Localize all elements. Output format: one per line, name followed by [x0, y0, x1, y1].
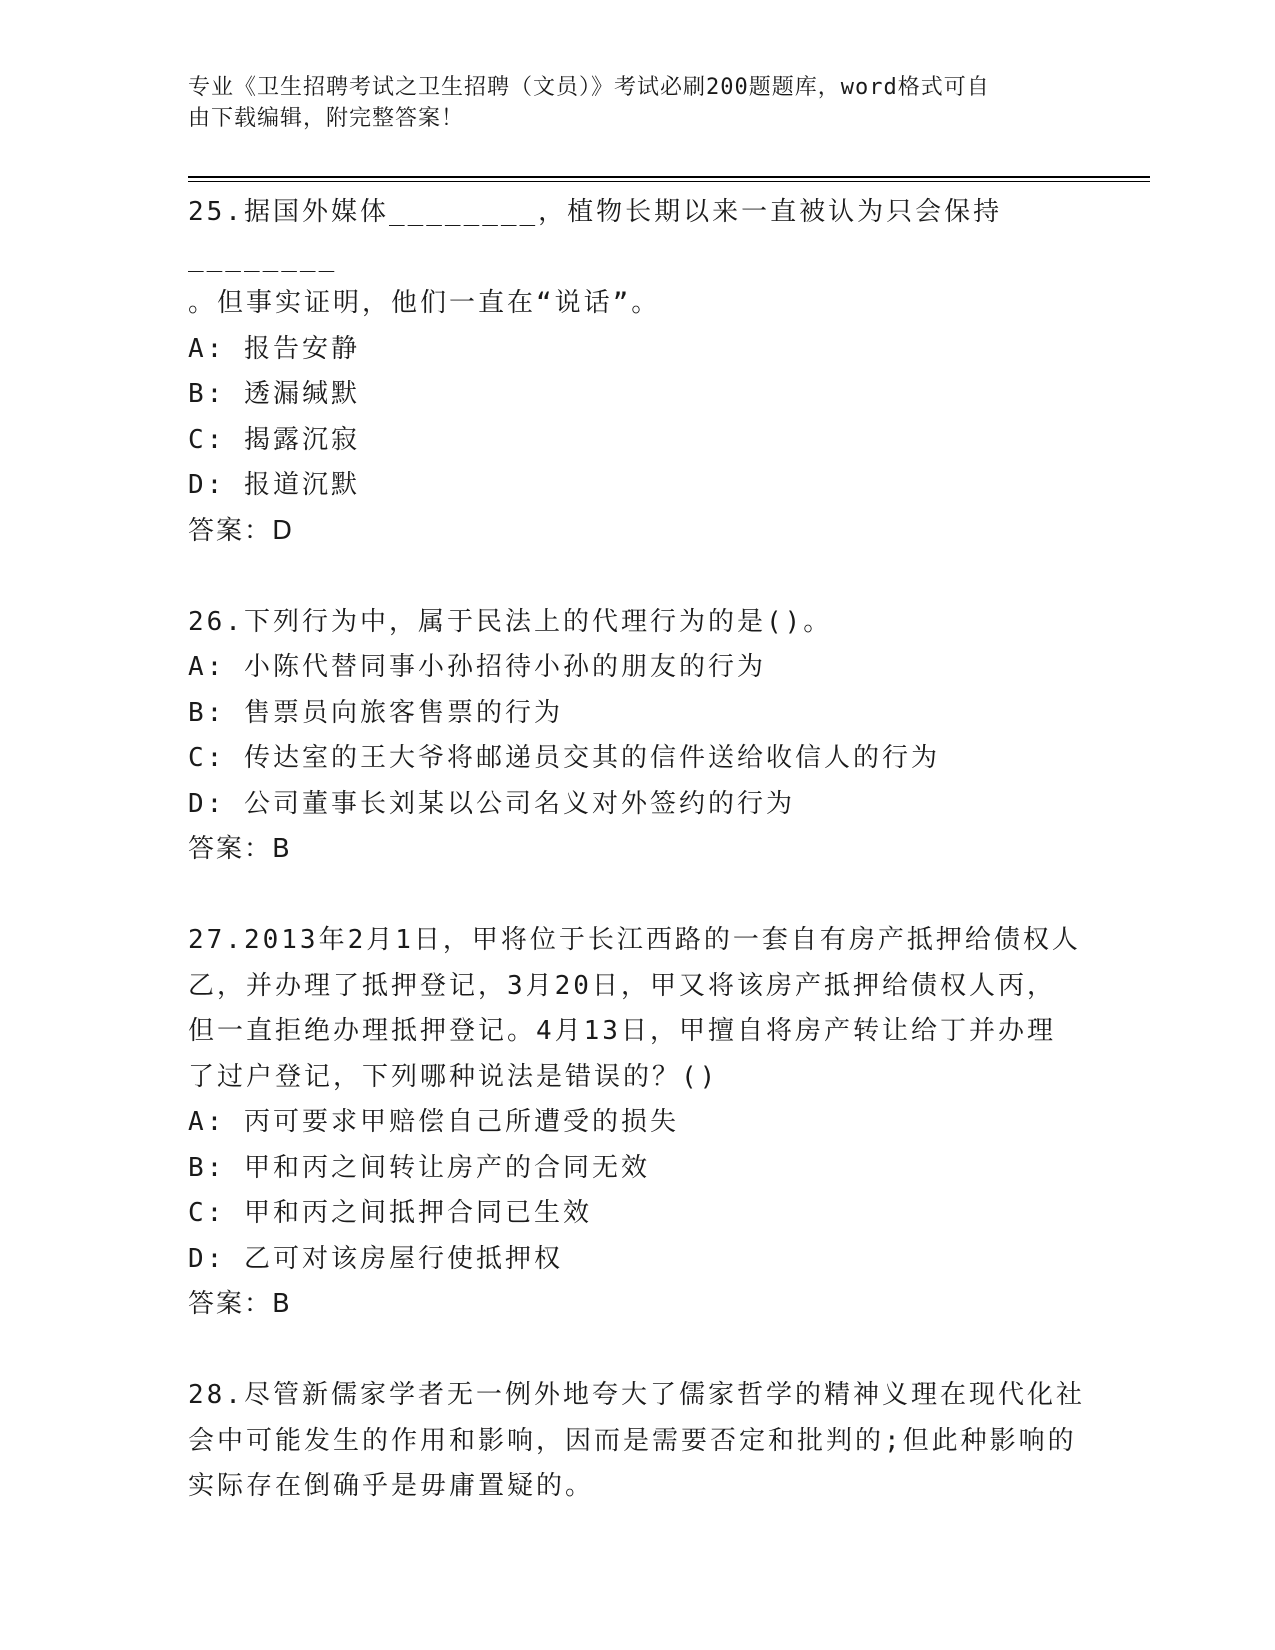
document-header — [188, 72, 1068, 134]
header-divider-thin — [188, 181, 1150, 182]
answer: 答案：B — [188, 1289, 292, 1319]
header-line-1: 专业《卫生招聘考试之卫生招聘（文员）》考试必刷200题题库，word格式可自 — [188, 75, 990, 100]
option-d: D: 公司董事长刘某以公司名义对外签约的行为 — [188, 788, 795, 819]
question-text-line: 会中可能发生的作用和影响，因而是需要否定和批判的;但此种影响的 — [188, 1425, 1077, 1456]
answer: 答案：B — [188, 834, 292, 864]
option-b: B: 售票员向旅客售票的行为 — [188, 697, 563, 728]
question-27 — [188, 918, 1088, 1328]
option-d: D: 报道沉默 — [188, 470, 360, 500]
option-a: A: 报告安静 — [188, 333, 360, 364]
question-26 — [188, 600, 1088, 873]
question-text-line: 实际存在倒确乎是毋庸置疑的。 — [188, 1471, 595, 1501]
option-c: C: 传达室的王大爷将邮递员交其的信件送给收信人的行为 — [188, 743, 940, 773]
question-28 — [188, 1373, 1088, 1510]
question-text-line: 27.2013年2月1日，甲将位于长江西路的一套自有房产抵押给债权人 — [188, 925, 1081, 955]
option-c: C: 甲和丙之间抵押合同已生效 — [188, 1198, 592, 1228]
question-text-line: 但一直拒绝办理抵押登记。4月13日，甲擅自将房产转让给丁并办理 — [188, 1016, 1056, 1046]
question-text-line: 乙，并办理了抵押登记，3月20日，甲又将该房产抵押给债权人丙， — [188, 970, 1056, 1001]
question-text-line: 26.下列行为中，属于民法上的代理行为的是()。 — [188, 606, 833, 637]
question-list — [188, 190, 1088, 1510]
header-divider-thick — [188, 176, 1150, 178]
option-b: B: 透漏缄默 — [188, 379, 360, 409]
option-d: D: 乙可对该房屋行使抵押权 — [188, 1243, 563, 1274]
option-b: B: 甲和丙之间转让房产的合同无效 — [188, 1152, 650, 1183]
option-a: A: 小陈代替同事小孙招待小孙的朋友的行为 — [188, 652, 766, 682]
question-text-line: 。但事实证明，他们一直在“说话”。 — [188, 288, 661, 318]
header-line-2: 由下载编辑，附完整答案！ — [188, 106, 465, 131]
question-25 — [188, 190, 1088, 554]
answer: 答案：D — [188, 515, 295, 546]
question-text-line: 25.据国外媒体________，植物长期以来一直被认为只会保持________ — [188, 197, 1003, 273]
option-c: C: 揭露沉寂 — [188, 424, 360, 455]
question-text-line: 了过户登记，下列哪种说法是错误的？() — [188, 1061, 719, 1092]
option-a: A: 丙可要求甲赔偿自己所遭受的损失 — [188, 1107, 679, 1137]
question-text-line: 28.尽管新儒家学者无一例外地夸大了儒家哲学的精神义理在现代化社 — [188, 1380, 1085, 1410]
